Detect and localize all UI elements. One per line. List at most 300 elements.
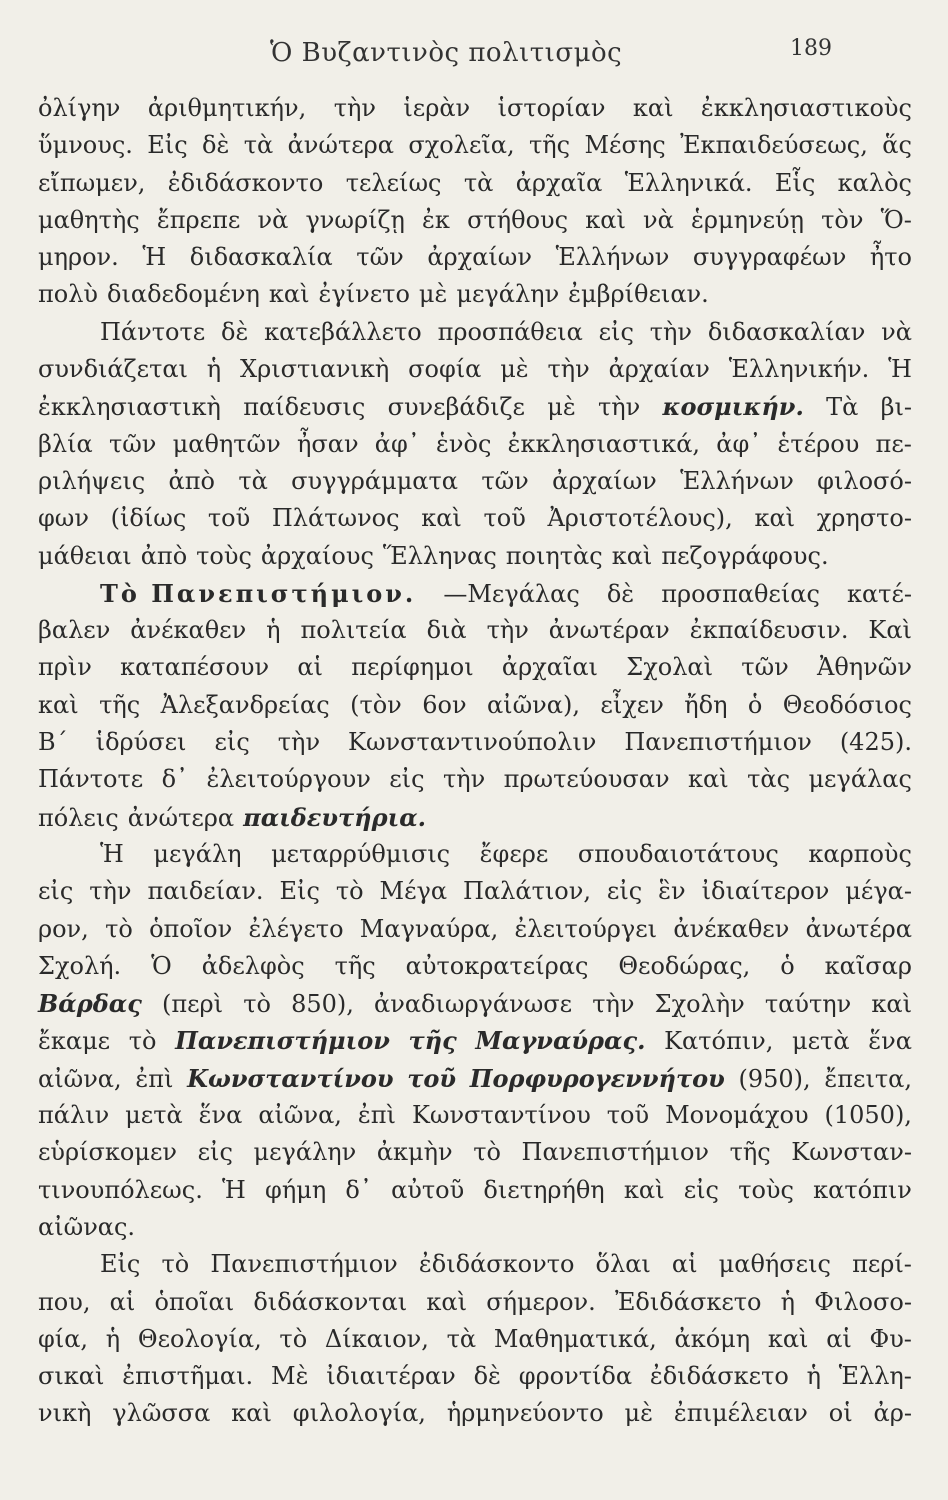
word: καὶ xyxy=(585,205,626,234)
word: ἐμβρίθειαν. xyxy=(568,280,709,309)
word: ἐκκλησιαστικά, xyxy=(507,429,701,458)
emphasized-word: τῆς xyxy=(408,1026,457,1056)
word: διετηρήθη xyxy=(483,1175,605,1204)
word: προσπάθεια xyxy=(437,317,583,346)
text-line xyxy=(38,1321,912,1358)
word: ἀνωτέραν xyxy=(548,616,670,645)
word: ἔκαμε xyxy=(38,1027,111,1056)
word: διδασκαλίαν xyxy=(707,317,866,346)
word: πόλεις xyxy=(38,803,119,832)
word: οἱ xyxy=(828,1399,853,1428)
word: δ᾿ xyxy=(345,1175,372,1204)
word: Χριστιανικὴ xyxy=(240,355,390,384)
word: τὰ xyxy=(463,168,494,197)
word: Μαθηματικά, xyxy=(493,1324,657,1353)
word: καταπέσουν xyxy=(120,653,270,682)
word: ἐπὶ xyxy=(357,1101,396,1130)
word: ὁ xyxy=(780,951,795,980)
word: αἰῶνας. xyxy=(38,1212,136,1241)
word: ἡ xyxy=(780,1287,796,1316)
word: καὶ xyxy=(268,280,310,309)
word: ἰδιαιτέραν xyxy=(326,1362,456,1391)
word: τὴν xyxy=(442,765,486,794)
word: Σχολή. xyxy=(38,951,122,980)
word: καὶ xyxy=(688,765,729,794)
word: ἀφ᾿ xyxy=(716,429,762,458)
word: ἀρχαίων xyxy=(427,243,532,272)
word: τοῦ xyxy=(483,504,526,533)
word: ἐπιστῆμαι. xyxy=(122,1362,254,1391)
word: τῶν xyxy=(108,429,157,458)
word: τὴν xyxy=(89,877,132,906)
word: αἱ xyxy=(671,1250,698,1279)
word: ἡ xyxy=(266,616,281,645)
text-line xyxy=(38,687,912,724)
word: (1050), xyxy=(824,1101,912,1130)
emphasized-word: Βάρδας xyxy=(38,989,142,1019)
word: Θεολογία, xyxy=(137,1324,262,1353)
word: ἔπειτα, xyxy=(824,1064,912,1093)
word: Θεοδόσιος xyxy=(782,690,912,719)
running-title: Ὁ Βυζαντινὸς πολιτισμὸς xyxy=(270,38,623,68)
word: ἐκκλησιαστικὴ xyxy=(38,393,221,422)
word: μαθήσεις xyxy=(718,1250,831,1279)
word: τὸν xyxy=(821,205,864,234)
word: μάθειαι xyxy=(38,541,132,570)
text-line xyxy=(38,1209,912,1246)
word: πολὺ xyxy=(38,280,99,309)
word: μετὰ xyxy=(792,1027,850,1056)
word: καὶ xyxy=(623,1175,665,1204)
word: εἶχεν xyxy=(600,690,664,719)
text-line xyxy=(38,1097,912,1134)
word: ἀκμὴν xyxy=(376,1138,453,1167)
text-line xyxy=(38,314,912,351)
word: Πάντοτε xyxy=(100,317,206,346)
word: ἐλέγετο xyxy=(248,914,344,943)
word: Μέσης xyxy=(584,131,666,160)
word: ἔπρεπε xyxy=(156,205,241,234)
word: ἀνώτερα xyxy=(127,803,235,832)
word: Ἐδιδάσκετο xyxy=(614,1287,762,1316)
text-line xyxy=(38,1395,912,1432)
word: ὀλίγην xyxy=(38,94,121,122)
word: Ὅ- xyxy=(880,205,912,234)
word: κατέ- xyxy=(846,579,912,608)
word: Θεοδώρας, xyxy=(618,951,751,980)
word: Κατόπιν, xyxy=(664,1027,774,1056)
word: ἀρχαῖαι xyxy=(501,653,598,682)
word: ἱερὰν xyxy=(403,94,471,122)
text-line xyxy=(38,351,912,388)
word: ἀδελφὸς xyxy=(201,951,305,980)
word: Ἑλληνικήν. xyxy=(728,355,870,384)
spaced-heading: Τὸ Πανεπιστήμιον. xyxy=(100,578,417,608)
text-line xyxy=(38,90,912,127)
word: μεγάλη xyxy=(153,839,242,868)
word: Ἑλλήνων xyxy=(555,243,670,272)
word: Δίκαιον, xyxy=(324,1324,429,1353)
word: συγγράμματα xyxy=(291,466,458,495)
word: δὲ xyxy=(221,317,249,346)
word: φήμη xyxy=(265,1175,327,1204)
word: βι- xyxy=(880,393,912,422)
word: σχολεῖα, xyxy=(408,131,515,160)
word: ὕμνους. xyxy=(38,131,133,160)
word: τὸ xyxy=(105,914,133,943)
word: ἤδη xyxy=(684,690,728,719)
page-header xyxy=(0,36,948,76)
word: ρον, xyxy=(38,914,89,943)
word: αἰῶνα, xyxy=(38,1064,122,1093)
word: Φυ- xyxy=(869,1324,912,1353)
word: Κωνσταντίνου xyxy=(411,1101,591,1130)
emphasized-word: Πανεπιστήμιον xyxy=(175,1026,390,1056)
word: Πανεπιστήμιον xyxy=(521,1138,709,1167)
word: μέγα- xyxy=(845,877,912,906)
word: δὲ xyxy=(473,1362,501,1391)
word: πρὶν xyxy=(38,653,92,682)
text-line xyxy=(38,165,912,202)
text-line xyxy=(38,1022,912,1059)
word: καὶ xyxy=(871,990,912,1019)
word: πρωτεύουσαν xyxy=(503,765,670,794)
word: ἰδιαίτερον xyxy=(701,877,830,906)
word: τὴν xyxy=(277,728,321,757)
word: Μαγναύρα, xyxy=(359,914,499,943)
text-line xyxy=(38,276,912,313)
word: γνωρίζῃ xyxy=(305,205,405,234)
word: νικὴ xyxy=(38,1399,92,1428)
word: εἰς xyxy=(214,728,250,757)
word: ὅλαι xyxy=(595,1250,651,1279)
word: τὴν xyxy=(592,990,635,1019)
word: (τὸν xyxy=(350,690,402,719)
text-line xyxy=(38,873,912,910)
text-line xyxy=(38,612,912,649)
word: τὴν xyxy=(649,317,692,346)
text-line xyxy=(38,202,912,239)
word: ταύτην xyxy=(764,990,852,1019)
word: πολιτεία xyxy=(300,616,407,645)
word: αἰῶνα), xyxy=(486,690,580,719)
word: ἐλειτούργουν xyxy=(206,765,371,794)
word: νὰ xyxy=(881,317,912,346)
word: ἑνὸς xyxy=(436,429,492,458)
word: ἀναδιωργάνωσε xyxy=(374,990,573,1019)
word: περίφημοι xyxy=(351,653,474,682)
word: ἐκκλησιαστικοὺς xyxy=(700,94,912,122)
word: ἦτο xyxy=(869,243,912,272)
word: ἐπιμέλειαν xyxy=(673,1399,808,1428)
word: ἐδιδάσκοντο xyxy=(167,168,324,197)
word: καρποὺς xyxy=(808,839,912,868)
word: σπουδαιοτάτους xyxy=(577,839,779,868)
text-line xyxy=(38,799,912,836)
text-line xyxy=(38,1060,912,1097)
word: αὐτοῦ xyxy=(391,1175,465,1204)
word: Ἀριστοτέλους), xyxy=(547,504,733,533)
word: ἀπὸ xyxy=(140,541,188,570)
word: διδασκαλία xyxy=(189,243,333,272)
word: τῆς xyxy=(99,690,141,719)
emphasized-word: Μαγναύρας. xyxy=(475,1026,646,1056)
word: συνδιάζεται xyxy=(38,355,188,384)
word: Κωνσταντινούπολιν xyxy=(348,728,597,757)
word: τὸ xyxy=(128,1027,157,1056)
text-line xyxy=(38,1172,912,1209)
word: ἐλειτούργει xyxy=(514,914,658,943)
word: καῖσαρ xyxy=(824,951,912,980)
word: φων xyxy=(38,504,89,533)
word: αἱ xyxy=(109,1287,136,1316)
word: Ὁ xyxy=(151,951,172,980)
word: τὴν xyxy=(597,393,641,422)
word: τὴν xyxy=(333,94,376,122)
word: καὶ xyxy=(632,94,674,122)
word: φία, xyxy=(38,1324,89,1353)
word: Ἑλληνικά. xyxy=(624,168,753,197)
word: Ἀλεξανδρείας xyxy=(160,690,330,719)
word: τῶν xyxy=(741,653,789,682)
text-line xyxy=(38,500,912,537)
word: μὲ xyxy=(624,1399,654,1428)
word: εἰς xyxy=(389,765,425,794)
word: μὲ xyxy=(418,280,448,309)
text-line xyxy=(38,948,912,985)
word: (ἰδίως xyxy=(110,504,187,533)
word: βαλεν xyxy=(38,616,111,645)
word: τοὺς xyxy=(196,541,252,570)
word: Ἡ xyxy=(100,839,124,868)
word: δ᾿ xyxy=(161,765,189,794)
text-line xyxy=(38,1246,912,1283)
word: καὶ xyxy=(611,541,653,570)
word: προσπαθείας xyxy=(661,579,820,608)
word: 6ον xyxy=(422,690,467,719)
word: που, xyxy=(38,1287,91,1316)
word: εἰς xyxy=(197,1138,233,1167)
word: τῆς xyxy=(529,131,571,160)
word: Ἑλλη- xyxy=(838,1362,912,1391)
word: ἀφ᾿ xyxy=(374,429,420,458)
word: τῶν xyxy=(356,243,404,272)
word: Ἑλλήνων xyxy=(680,466,794,495)
word: Εἷς xyxy=(774,168,816,197)
word: ἀρχαίαν xyxy=(608,355,710,384)
word: αἰῶνα, xyxy=(258,1101,342,1130)
word: Μονομάχου xyxy=(665,1101,809,1130)
word: ἔφερε xyxy=(479,839,549,868)
word: νὰ xyxy=(643,205,674,234)
word: καὶ xyxy=(38,690,79,719)
text-line xyxy=(38,426,912,463)
word: ἡ xyxy=(105,1324,121,1353)
word: καλὸς xyxy=(837,168,912,197)
word: τὸ xyxy=(243,990,271,1019)
word: τινουπόλεως. xyxy=(38,1175,203,1204)
word: 850), xyxy=(291,990,354,1019)
word: μαθητῶν xyxy=(172,429,281,458)
word: συνεβάδιζε xyxy=(387,393,525,422)
emphasized-word: παιδευτήρια. xyxy=(243,802,427,832)
word: πάλιν xyxy=(38,1101,110,1130)
word: Παλάτιον, xyxy=(463,877,591,906)
word: (περὶ xyxy=(161,990,224,1019)
word: Σχολαὶ xyxy=(626,653,714,682)
text-line xyxy=(38,724,912,761)
word: εὑρίσκομεν xyxy=(38,1138,177,1167)
word: καὶ xyxy=(754,504,796,533)
word: Κωνσταν- xyxy=(791,1138,912,1167)
word: Τὰ xyxy=(826,393,859,422)
word: στήθους xyxy=(467,205,569,234)
word: ἦσαν xyxy=(296,429,359,458)
word: δὲ xyxy=(606,579,635,608)
word: αἱ xyxy=(297,653,323,682)
word: ἡ xyxy=(806,1362,821,1391)
word: τοῦ xyxy=(606,1101,650,1130)
word: Πάντοτε xyxy=(38,765,144,794)
text-line xyxy=(38,239,912,276)
word: τῆς xyxy=(334,951,376,980)
word: Ἕλληνας xyxy=(382,541,497,570)
word: ἀνωτέρα xyxy=(805,914,912,943)
word: ὁποῖον xyxy=(149,914,233,943)
word: ἱδρύσει xyxy=(95,728,187,757)
word: Πλάτωνος xyxy=(271,504,400,533)
page-number: 189 xyxy=(790,36,832,61)
word: τὰ xyxy=(243,131,274,160)
word: εἰς xyxy=(38,877,74,906)
word: ἐδιδάσκοντο xyxy=(418,1250,575,1279)
word: μεταρρύθμισις xyxy=(271,839,451,868)
word: Φιλοσο- xyxy=(814,1287,912,1316)
word: σικαὶ xyxy=(38,1362,105,1391)
word: ἅς xyxy=(882,131,912,160)
word: ἑτέρου xyxy=(777,429,860,458)
word: καὶ xyxy=(767,1324,809,1353)
word: διαδεδομένη xyxy=(107,280,260,309)
word: κατεβάλλετο xyxy=(264,317,422,346)
text-line xyxy=(38,985,912,1022)
word: ἕνα xyxy=(198,1101,243,1130)
word: ἀνώτερα xyxy=(287,131,394,160)
word: τὴν xyxy=(486,616,529,645)
word: μεγάλην xyxy=(253,1138,357,1167)
word: ἐγίνετο xyxy=(318,280,410,309)
word: Μέγα xyxy=(379,877,448,906)
word: παιδείαν. xyxy=(147,877,264,906)
word: ἕνα xyxy=(868,1027,912,1056)
text-line xyxy=(38,538,912,575)
word: ἐδιδάσκετο xyxy=(649,1362,789,1391)
word: χρηστο- xyxy=(816,504,912,533)
word: τὰ xyxy=(446,1324,477,1353)
word: τῆς xyxy=(729,1138,771,1167)
emphasized-word: Κωνσταντίνου xyxy=(187,1063,394,1093)
word: τὸ xyxy=(279,1324,308,1353)
text-line xyxy=(38,127,912,164)
word: μεγάλας xyxy=(808,765,912,794)
word: καὶ xyxy=(231,1399,272,1428)
word: τὴν xyxy=(547,355,590,384)
word: συγγραφέων xyxy=(692,243,847,272)
word: πε- xyxy=(875,429,912,458)
word: ριλήψεις xyxy=(38,466,146,495)
text-line xyxy=(38,836,912,873)
word: Ἡ xyxy=(222,1175,246,1204)
word: κατόπιν xyxy=(813,1175,912,1204)
word: τὰς xyxy=(747,765,791,794)
word: τελείως xyxy=(345,168,442,197)
text-line xyxy=(38,575,912,612)
word: βλία xyxy=(38,429,93,458)
word: ἀρχαῖα xyxy=(515,168,603,197)
word: ἐκ xyxy=(422,205,450,234)
word: νὰ xyxy=(257,205,289,234)
text-line xyxy=(38,1358,912,1395)
word: τὰ xyxy=(238,466,268,495)
word: Πανεπιστήμιον xyxy=(210,1250,398,1279)
word: ποιητὰς xyxy=(505,541,603,570)
word: εἰς xyxy=(606,877,643,906)
word: καὶ xyxy=(426,1287,467,1316)
emphasized-word: κοσμικήν. xyxy=(662,392,804,422)
text-line xyxy=(38,463,912,500)
word: περί- xyxy=(852,1250,912,1279)
word: ἡρμηνεύοντο xyxy=(446,1399,604,1428)
word: ἓν xyxy=(658,877,686,906)
word: διδάσκονται xyxy=(253,1287,408,1316)
word: Πανεπιστήμιον xyxy=(624,728,812,757)
body-text xyxy=(38,90,912,1433)
word: ἑρμηνεύῃ xyxy=(691,205,804,234)
word: ἀνέκαθεν xyxy=(130,616,247,645)
text-line xyxy=(38,761,912,798)
word: καὶ xyxy=(421,504,462,533)
text-line xyxy=(38,911,912,948)
word: ἀρχαίων xyxy=(552,466,657,495)
text-line xyxy=(38,1134,912,1171)
word: τοὺς xyxy=(738,1175,794,1204)
word: μὲ xyxy=(547,393,576,422)
word: πεζογράφους. xyxy=(661,541,829,570)
word: αὐτοκρατείρας xyxy=(405,951,589,980)
word: Καὶ xyxy=(868,616,912,645)
word: εἴπωμεν, xyxy=(38,168,146,197)
word: φιλοσό- xyxy=(817,466,912,495)
word: τῶν xyxy=(481,466,529,495)
word: Εἰς xyxy=(279,877,320,906)
emphasized-word: τοῦ xyxy=(407,1063,457,1093)
word: μὲ xyxy=(500,355,529,384)
text-line xyxy=(38,1284,912,1321)
word: γλῶσσα xyxy=(112,1399,211,1428)
word: τὸ xyxy=(335,877,364,906)
word: ἀνέκαθεν xyxy=(673,914,790,943)
word: φροντίδα xyxy=(518,1362,633,1391)
word: τὸ xyxy=(473,1138,501,1167)
word: Εἰς xyxy=(147,131,188,160)
emphasized-word: Πορφυρογεννήτου xyxy=(469,1063,725,1093)
word: τὸ xyxy=(161,1250,190,1279)
word: τοῦ xyxy=(207,504,251,533)
word: δὲ xyxy=(202,131,230,160)
word: σοφία xyxy=(408,355,482,384)
word: Μὲ xyxy=(271,1362,309,1391)
word: μετὰ xyxy=(125,1101,183,1130)
